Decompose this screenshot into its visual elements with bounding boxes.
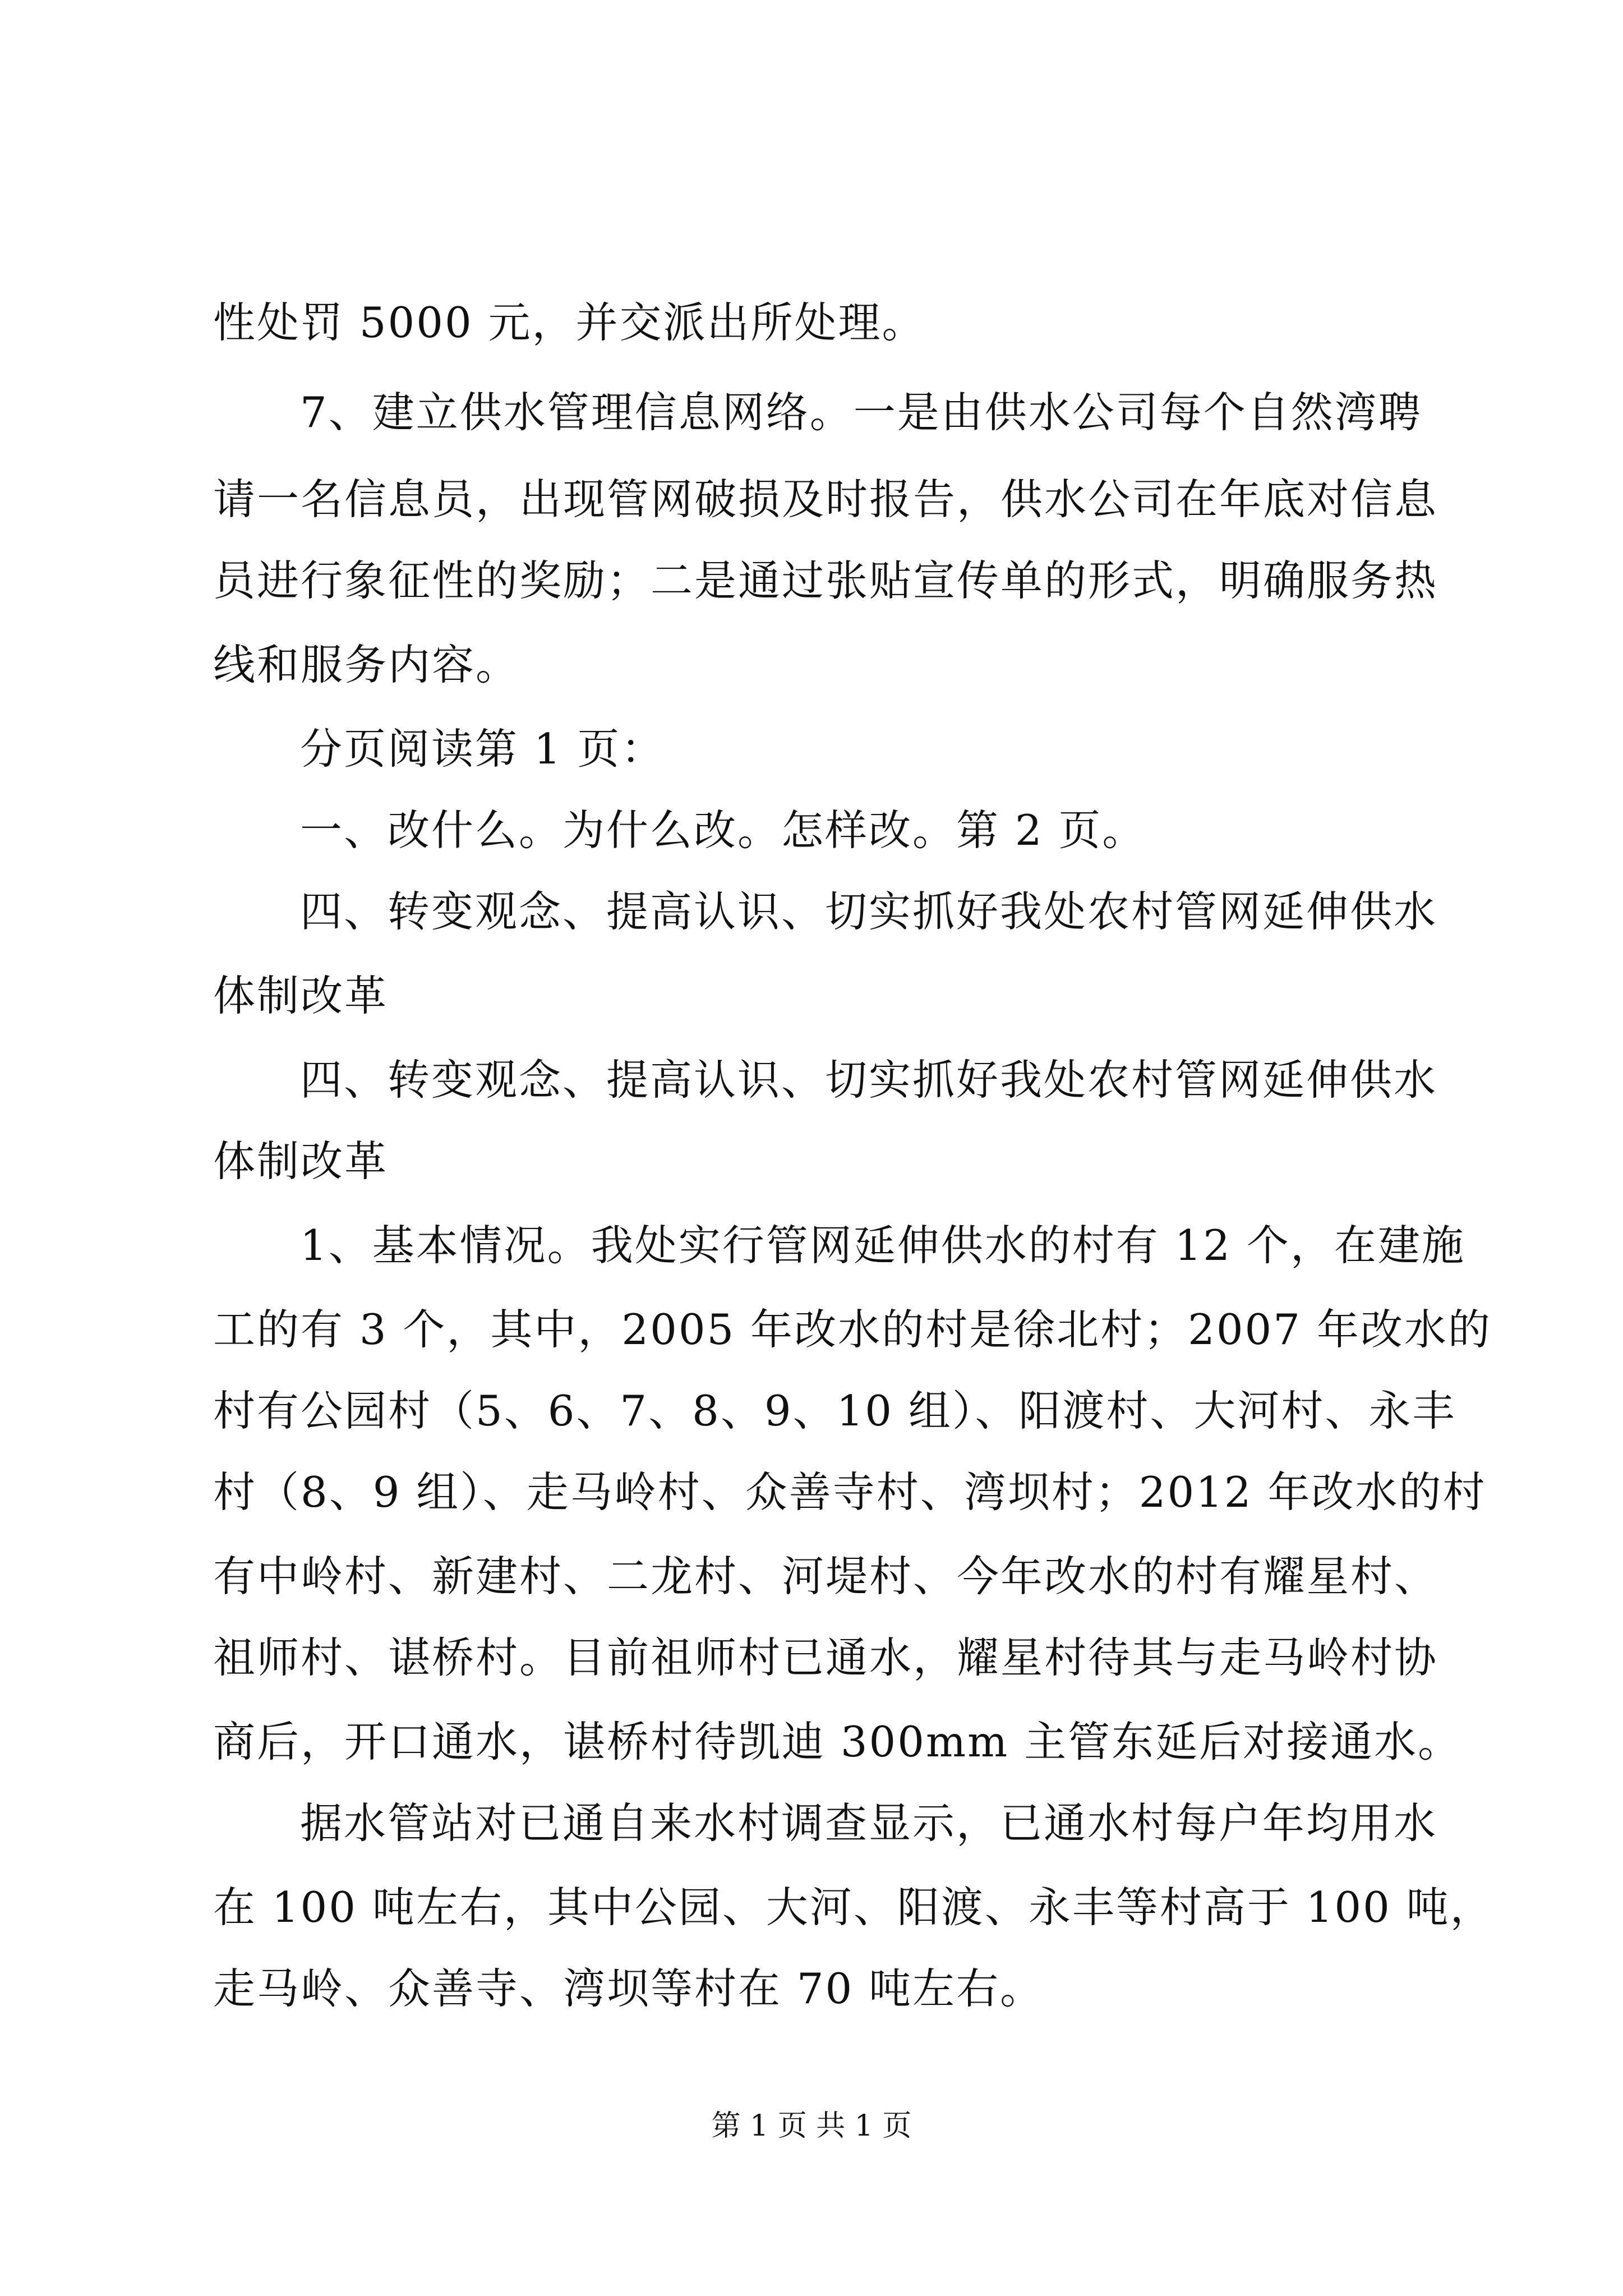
text-line: 7、建立供水管理信息网络。一是由供水公司每个自然湾聘 — [300, 388, 1422, 437]
page-footer: 第 1 页 共 1 页 — [711, 2109, 912, 2143]
text-line: 四、转变观念、提高认识、切实抓好我处农村管网延伸供水 — [300, 887, 1438, 936]
text-line: 有中岭村、新建村、二龙村、河堤村、今年改水的村有耀星村、 — [213, 1552, 1438, 1601]
text-line: 体制改革 — [213, 1137, 389, 1186]
text-line: 1、基本情况。我处实行管网延伸供水的村有 12 个，在建施 — [300, 1221, 1465, 1270]
text-line: 村（8、9 组）、走马岭村、众善寺村、湾坝村；2012 年改水的村 — [213, 1467, 1487, 1517]
text-line: 据水管站对已通自来水村调查显示，已通水村每户年均用水 — [300, 1798, 1438, 1848]
text-line: 请一名信息员，出现管网破损及时报告，供水公司在年底对信息 — [213, 475, 1438, 524]
text-line: 走马岭、众善寺、湾坝等村在 70 吨左右。 — [213, 1964, 1044, 2013]
text-line: 祖师村、谌桥村。目前祖师村已通水，耀星村待其与走马岭村协 — [213, 1633, 1438, 1682]
text-line: 村有公园村（5、6、7、8、9、10 组）、阳渡村、大河村、永丰 — [213, 1386, 1456, 1435]
text-line: 商后，开口通水，谌桥村待凯迪 300mm 主管东延后对接通水。 — [213, 1717, 1462, 1766]
text-line: 在 100 吨左右，其中公园、大河、阳渡、永丰等村高于 100 吨， — [213, 1883, 1494, 1932]
text-line: 工的有 3 个，其中，2005 年改水的村是徐北村；2007 年改水的 — [213, 1305, 1492, 1354]
text-line: 分页阅读第 1 页： — [300, 724, 665, 774]
text-line: 性处罚 5000 元，并交派出所处理。 — [213, 298, 926, 347]
text-line: 体制改革 — [213, 971, 389, 1020]
text-line: 线和服务内容。 — [213, 640, 520, 689]
text-line: 一、改什么。为什么改。怎样改。第 2 页。 — [300, 806, 1146, 855]
text-line: 员进行象征性的奖励；二是通过张贴宣传单的形式，明确服务热 — [213, 556, 1438, 605]
text-line: 四、转变观念、提高认识、切实抓好我处农村管网延伸供水 — [300, 1055, 1438, 1105]
